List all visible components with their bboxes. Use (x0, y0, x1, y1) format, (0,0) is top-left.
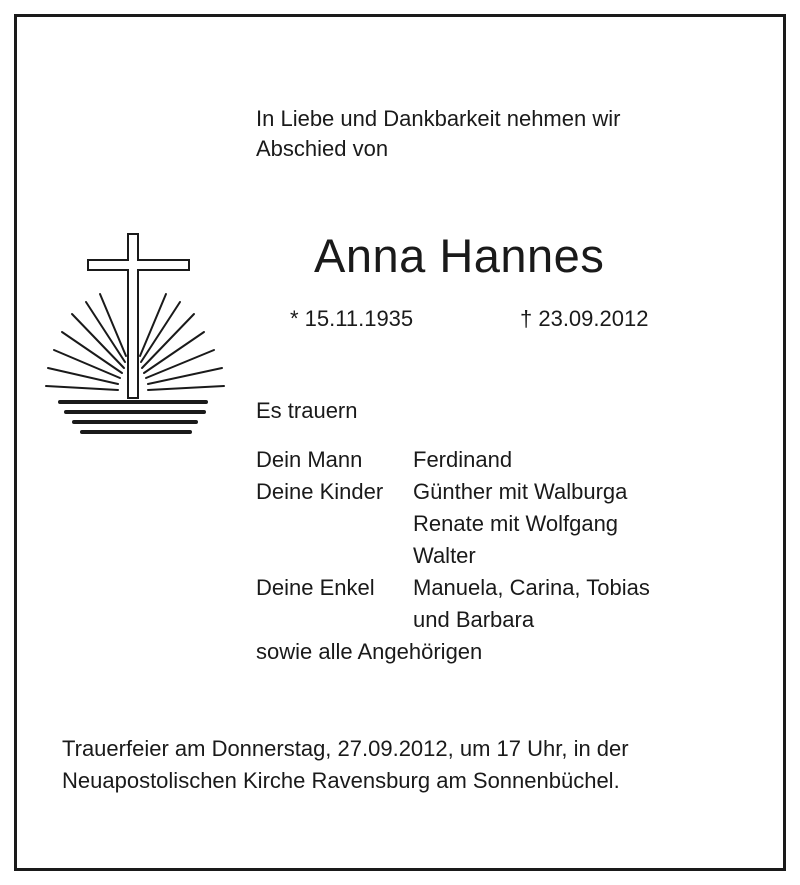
funeral-service-info (62, 733, 629, 797)
mourner-group (256, 444, 650, 476)
service-line-2: Neuapostolischen Kirche Ravensburg am Sonnenbüchel. (62, 768, 620, 793)
mourners-heading: Es trauern (256, 398, 358, 423)
mourner-group (256, 572, 650, 636)
mourner-name: Ferdinand (413, 447, 513, 472)
intro-line-2: Abschied von (256, 136, 389, 161)
mourner-name: Renate mit Wolfgang (413, 511, 619, 536)
mourner-name: Walter (413, 543, 476, 568)
mourner-name: und Barbara (413, 607, 535, 632)
deceased-name: Anna Hannes (314, 229, 605, 282)
mourners-list (256, 444, 650, 668)
intro-text (256, 104, 620, 164)
mourner-name: Günther mit Walburga (413, 479, 628, 504)
mourner-group-label: Dein Mann (256, 447, 363, 472)
mourner-group-label: Deine Enkel (256, 575, 375, 600)
death-date: † 23.09.2012 (520, 306, 649, 331)
service-line-1: Trauerfeier am Donnerstag, 27.09.2012, um 17 Uhr, in der (62, 736, 629, 761)
mourner-group (256, 476, 650, 572)
cross-with-sunrise-and-waves-icon (38, 232, 248, 438)
intro-line-1: In Liebe und Dankbarkeit nehmen wir (256, 106, 621, 131)
other-relatives: sowie alle Angehörigen (256, 639, 483, 664)
birth-date: * 15.11.1935 (290, 306, 414, 331)
mourner-group-label: Deine Kinder (256, 479, 384, 504)
mourner-name: Manuela, Carina, Tobias (413, 575, 650, 600)
